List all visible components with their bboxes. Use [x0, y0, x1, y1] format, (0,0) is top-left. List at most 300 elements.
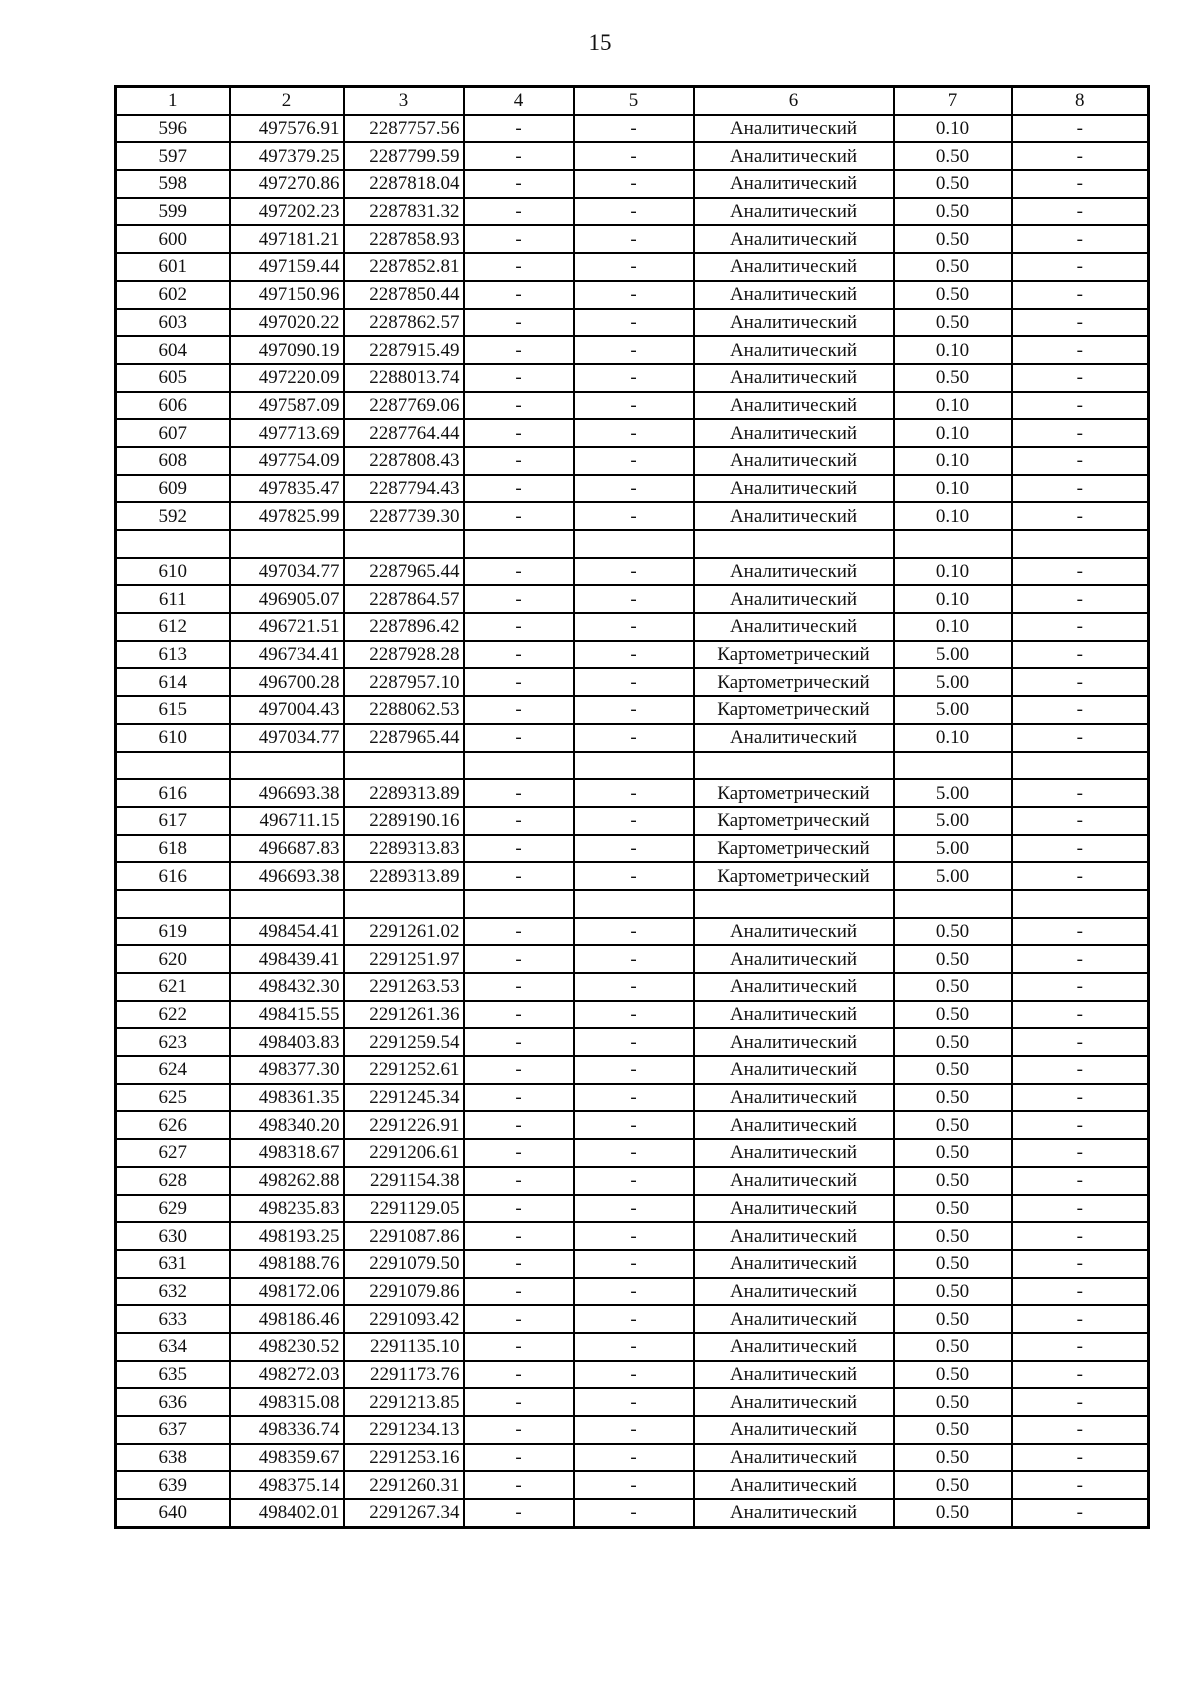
col-8-cell — [1012, 890, 1149, 918]
method-cell: Аналитический — [694, 309, 894, 337]
col-4-cell: - — [464, 364, 574, 392]
method-cell — [694, 530, 894, 558]
col-8-cell: - — [1012, 281, 1149, 309]
col-4-cell: - — [464, 1305, 574, 1333]
col-8-cell: - — [1012, 1250, 1149, 1278]
col-4-cell: - — [464, 419, 574, 447]
x-coordinate-cell: 497034.77 — [230, 724, 344, 752]
y-coordinate-cell: 2287808.43 — [344, 447, 464, 475]
col-4-cell: - — [464, 1250, 574, 1278]
method-cell: Аналитический — [694, 225, 894, 253]
col-5-cell: - — [574, 1222, 694, 1250]
col-4-cell: - — [464, 1388, 574, 1416]
accuracy-cell: 0.50 — [894, 364, 1012, 392]
accuracy-cell: 0.50 — [894, 1028, 1012, 1056]
col-8-cell: - — [1012, 1444, 1149, 1472]
table-row — [116, 225, 1149, 253]
point-number-cell: 613 — [116, 641, 230, 669]
point-number-cell: 596 — [116, 115, 230, 143]
point-number-cell: 626 — [116, 1111, 230, 1139]
accuracy-cell: 0.50 — [894, 1195, 1012, 1223]
accuracy-cell: 0.50 — [894, 1250, 1012, 1278]
col-5-cell: - — [574, 918, 694, 946]
accuracy-cell: 5.00 — [894, 696, 1012, 724]
col-8-cell: - — [1012, 170, 1149, 198]
x-coordinate-cell: 498230.52 — [230, 1333, 344, 1361]
method-cell: Картометрический — [694, 668, 894, 696]
col-8-cell: - — [1012, 1001, 1149, 1029]
accuracy-cell — [894, 890, 1012, 918]
col-5-cell: - — [574, 585, 694, 613]
x-coordinate-cell: 496700.28 — [230, 668, 344, 696]
accuracy-cell: 0.50 — [894, 1111, 1012, 1139]
method-cell: Аналитический — [694, 336, 894, 364]
point-number-cell: 638 — [116, 1444, 230, 1472]
col-8-cell: - — [1012, 945, 1149, 973]
table-row — [116, 1471, 1149, 1499]
point-number-cell: 603 — [116, 309, 230, 337]
accuracy-cell: 0.50 — [894, 1333, 1012, 1361]
col-5-cell: - — [574, 973, 694, 1001]
col-8-cell: - — [1012, 253, 1149, 281]
y-coordinate-cell — [344, 752, 464, 780]
col-4-cell: - — [464, 198, 574, 226]
method-cell: Аналитический — [694, 502, 894, 530]
x-coordinate-cell: 498415.55 — [230, 1001, 344, 1029]
method-cell: Аналитический — [694, 1333, 894, 1361]
method-cell: Аналитический — [694, 115, 894, 143]
x-coordinate-cell: 498403.83 — [230, 1028, 344, 1056]
col-5-cell: - — [574, 281, 694, 309]
y-coordinate-cell: 2289313.83 — [344, 835, 464, 863]
col-8-cell: - — [1012, 613, 1149, 641]
page-number: 15 — [588, 30, 612, 55]
col-8-cell: - — [1012, 364, 1149, 392]
y-coordinate-cell: 2291173.76 — [344, 1361, 464, 1389]
point-number-cell — [116, 530, 230, 558]
col-5-cell: - — [574, 1471, 694, 1499]
point-number-cell: 627 — [116, 1139, 230, 1167]
table-row — [116, 696, 1149, 724]
method-cell: Аналитический — [694, 1250, 894, 1278]
point-number-cell: 609 — [116, 475, 230, 503]
y-coordinate-cell: 2291267.34 — [344, 1499, 464, 1527]
col-4-cell: - — [464, 945, 574, 973]
y-coordinate-cell: 2287739.30 — [344, 502, 464, 530]
x-coordinate-cell: 497150.96 — [230, 281, 344, 309]
y-coordinate-cell: 2287915.49 — [344, 336, 464, 364]
col-8-cell: - — [1012, 1056, 1149, 1084]
col-4-cell: - — [464, 1361, 574, 1389]
point-number-cell: 604 — [116, 336, 230, 364]
col-8-cell: - — [1012, 1416, 1149, 1444]
x-coordinate-cell: 497004.43 — [230, 696, 344, 724]
point-number-cell: 615 — [116, 696, 230, 724]
accuracy-cell: 0.10 — [894, 419, 1012, 447]
col-4-cell: - — [464, 1333, 574, 1361]
column-header-2: 2 — [230, 87, 344, 115]
point-number-cell: 616 — [116, 779, 230, 807]
col-4-cell: - — [464, 142, 574, 170]
accuracy-cell: 0.10 — [894, 502, 1012, 530]
accuracy-cell: 0.10 — [894, 447, 1012, 475]
col-5-cell: - — [574, 253, 694, 281]
col-4-cell: - — [464, 115, 574, 143]
table-row — [116, 392, 1149, 420]
x-coordinate-cell: 498186.46 — [230, 1305, 344, 1333]
y-coordinate-cell: 2291079.50 — [344, 1250, 464, 1278]
col-4-cell: - — [464, 1222, 574, 1250]
method-cell: Аналитический — [694, 558, 894, 586]
col-8-cell: - — [1012, 392, 1149, 420]
method-cell: Аналитический — [694, 1278, 894, 1306]
method-cell: Аналитический — [694, 973, 894, 1001]
accuracy-cell: 0.50 — [894, 253, 1012, 281]
col-4-cell: - — [464, 1195, 574, 1223]
x-coordinate-cell: 497034.77 — [230, 558, 344, 586]
method-cell: Аналитический — [694, 918, 894, 946]
col-4-cell: - — [464, 170, 574, 198]
table-row — [116, 1139, 1149, 1167]
col-5-cell: - — [574, 1305, 694, 1333]
col-4-cell: - — [464, 973, 574, 1001]
x-coordinate-cell: 496905.07 — [230, 585, 344, 613]
col-8-cell: - — [1012, 1499, 1149, 1527]
table-row — [116, 1499, 1149, 1527]
col-8-cell: - — [1012, 1139, 1149, 1167]
accuracy-cell: 0.10 — [894, 336, 1012, 364]
col-4-cell: - — [464, 475, 574, 503]
y-coordinate-cell: 2291079.86 — [344, 1278, 464, 1306]
method-cell — [694, 890, 894, 918]
table-row — [116, 281, 1149, 309]
col-5-cell — [574, 530, 694, 558]
col-8-cell: - — [1012, 336, 1149, 364]
coordinates-table — [114, 85, 1150, 1529]
accuracy-cell: 0.50 — [894, 1444, 1012, 1472]
y-coordinate-cell: 2287764.44 — [344, 419, 464, 447]
accuracy-cell: 0.50 — [894, 945, 1012, 973]
x-coordinate-cell: 497270.86 — [230, 170, 344, 198]
col-8-cell: - — [1012, 641, 1149, 669]
x-coordinate-cell: 498262.88 — [230, 1167, 344, 1195]
table-row — [116, 862, 1149, 890]
col-8-cell: - — [1012, 1167, 1149, 1195]
column-header-7: 7 — [894, 87, 1012, 115]
col-5-cell: - — [574, 1084, 694, 1112]
method-cell: Аналитический — [694, 945, 894, 973]
y-coordinate-cell: 2289190.16 — [344, 807, 464, 835]
col-8-cell: - — [1012, 419, 1149, 447]
point-number-cell: 600 — [116, 225, 230, 253]
point-number-cell: 614 — [116, 668, 230, 696]
point-number-cell: 610 — [116, 558, 230, 586]
col-8-cell: - — [1012, 1305, 1149, 1333]
point-number-cell: 624 — [116, 1056, 230, 1084]
col-4-cell: - — [464, 1139, 574, 1167]
col-5-cell: - — [574, 115, 694, 143]
table-row — [116, 1361, 1149, 1389]
point-number-cell: 637 — [116, 1416, 230, 1444]
table-row — [116, 1056, 1149, 1084]
point-number-cell: 629 — [116, 1195, 230, 1223]
table-row — [116, 336, 1149, 364]
col-4-cell: - — [464, 225, 574, 253]
x-coordinate-cell: 498454.41 — [230, 918, 344, 946]
accuracy-cell: 0.10 — [894, 475, 1012, 503]
col-5-cell: - — [574, 364, 694, 392]
col-4-cell: - — [464, 918, 574, 946]
y-coordinate-cell — [344, 890, 464, 918]
col-5-cell — [574, 752, 694, 780]
table-row — [116, 1111, 1149, 1139]
col-8-cell: - — [1012, 558, 1149, 586]
x-coordinate-cell: 497202.23 — [230, 198, 344, 226]
col-4-cell: - — [464, 1499, 574, 1527]
col-5-cell: - — [574, 945, 694, 973]
accuracy-cell: 5.00 — [894, 862, 1012, 890]
table-row — [116, 752, 1149, 780]
point-number-cell: 619 — [116, 918, 230, 946]
col-8-cell: - — [1012, 1333, 1149, 1361]
y-coordinate-cell: 2287794.43 — [344, 475, 464, 503]
y-coordinate-cell: 2291253.16 — [344, 1444, 464, 1472]
y-coordinate-cell: 2287831.32 — [344, 198, 464, 226]
col-4-cell: - — [464, 613, 574, 641]
y-coordinate-cell: 2291261.02 — [344, 918, 464, 946]
accuracy-cell: 0.50 — [894, 1388, 1012, 1416]
accuracy-cell: 0.10 — [894, 392, 1012, 420]
accuracy-cell: 5.00 — [894, 668, 1012, 696]
table-row — [116, 1388, 1149, 1416]
col-8-cell: - — [1012, 973, 1149, 1001]
x-coordinate-cell: 498375.14 — [230, 1471, 344, 1499]
point-number-cell: 606 — [116, 392, 230, 420]
x-coordinate-cell: 496687.83 — [230, 835, 344, 863]
accuracy-cell: 0.50 — [894, 1416, 1012, 1444]
y-coordinate-cell: 2291260.31 — [344, 1471, 464, 1499]
y-coordinate-cell: 2291263.53 — [344, 973, 464, 1001]
y-coordinate-cell: 2291261.36 — [344, 1001, 464, 1029]
table-row — [116, 1250, 1149, 1278]
table-row — [116, 530, 1149, 558]
method-cell: Аналитический — [694, 253, 894, 281]
col-4-cell: - — [464, 1444, 574, 1472]
x-coordinate-cell: 498188.76 — [230, 1250, 344, 1278]
col-5-cell: - — [574, 392, 694, 420]
accuracy-cell: 0.10 — [894, 585, 1012, 613]
column-header-1: 1 — [116, 87, 230, 115]
y-coordinate-cell: 2287858.93 — [344, 225, 464, 253]
col-8-cell — [1012, 752, 1149, 780]
point-number-cell — [116, 752, 230, 780]
y-coordinate-cell: 2291129.05 — [344, 1195, 464, 1223]
y-coordinate-cell: 2287850.44 — [344, 281, 464, 309]
col-5-cell: - — [574, 1250, 694, 1278]
col-8-cell: - — [1012, 142, 1149, 170]
method-cell: Аналитический — [694, 1028, 894, 1056]
point-number-cell: 633 — [116, 1305, 230, 1333]
point-number-cell: 611 — [116, 585, 230, 613]
col-5-cell — [574, 890, 694, 918]
point-number-cell: 623 — [116, 1028, 230, 1056]
point-number-cell: 605 — [116, 364, 230, 392]
column-header-5: 5 — [574, 87, 694, 115]
x-coordinate-cell: 496711.15 — [230, 807, 344, 835]
table-row — [116, 253, 1149, 281]
table-row — [116, 779, 1149, 807]
col-4-cell: - — [464, 558, 574, 586]
col-5-cell: - — [574, 1167, 694, 1195]
accuracy-cell: 0.50 — [894, 1084, 1012, 1112]
x-coordinate-cell: 497379.25 — [230, 142, 344, 170]
accuracy-cell — [894, 530, 1012, 558]
accuracy-cell: 5.00 — [894, 835, 1012, 863]
method-cell: Аналитический — [694, 1001, 894, 1029]
y-coordinate-cell: 2287818.04 — [344, 170, 464, 198]
x-coordinate-cell: 497576.91 — [230, 115, 344, 143]
col-8-cell: - — [1012, 1388, 1149, 1416]
y-coordinate-cell: 2289313.89 — [344, 862, 464, 890]
col-5-cell: - — [574, 1001, 694, 1029]
method-cell: Картометрический — [694, 807, 894, 835]
col-8-cell: - — [1012, 696, 1149, 724]
table-row — [116, 419, 1149, 447]
table-row — [116, 585, 1149, 613]
y-coordinate-cell: 2291259.54 — [344, 1028, 464, 1056]
accuracy-cell: 0.50 — [894, 309, 1012, 337]
y-coordinate-cell: 2291135.10 — [344, 1333, 464, 1361]
method-cell: Аналитический — [694, 1111, 894, 1139]
col-8-cell: - — [1012, 779, 1149, 807]
x-coordinate-cell: 498359.67 — [230, 1444, 344, 1472]
point-number-cell: 592 — [116, 502, 230, 530]
x-coordinate-cell: 498377.30 — [230, 1056, 344, 1084]
method-cell: Аналитический — [694, 447, 894, 475]
method-cell: Картометрический — [694, 862, 894, 890]
method-cell: Аналитический — [694, 198, 894, 226]
table-row — [116, 1305, 1149, 1333]
point-number-cell: 597 — [116, 142, 230, 170]
point-number-cell: 639 — [116, 1471, 230, 1499]
table-row — [116, 198, 1149, 226]
table-row — [116, 1167, 1149, 1195]
table-header-row — [116, 87, 1149, 115]
table-row — [116, 475, 1149, 503]
col-8-cell: - — [1012, 1361, 1149, 1389]
col-8-cell: - — [1012, 835, 1149, 863]
x-coordinate-cell: 498336.74 — [230, 1416, 344, 1444]
accuracy-cell: 0.50 — [894, 1361, 1012, 1389]
col-5-cell: - — [574, 336, 694, 364]
col-5-cell: - — [574, 502, 694, 530]
accuracy-cell: 0.50 — [894, 1056, 1012, 1084]
method-cell: Аналитический — [694, 392, 894, 420]
col-5-cell: - — [574, 170, 694, 198]
y-coordinate-cell: 2287769.06 — [344, 392, 464, 420]
col-8-cell: - — [1012, 1278, 1149, 1306]
x-coordinate-cell — [230, 530, 344, 558]
x-coordinate-cell: 498235.83 — [230, 1195, 344, 1223]
col-4-cell: - — [464, 1001, 574, 1029]
x-coordinate-cell: 497825.99 — [230, 502, 344, 530]
table-row — [116, 447, 1149, 475]
column-header-8: 8 — [1012, 87, 1149, 115]
point-number-cell: 618 — [116, 835, 230, 863]
accuracy-cell: 0.50 — [894, 973, 1012, 1001]
col-4-cell: - — [464, 281, 574, 309]
col-8-cell — [1012, 530, 1149, 558]
col-5-cell: - — [574, 1388, 694, 1416]
col-5-cell: - — [574, 1028, 694, 1056]
point-number-cell: 628 — [116, 1167, 230, 1195]
col-8-cell: - — [1012, 309, 1149, 337]
method-cell: Аналитический — [694, 281, 894, 309]
y-coordinate-cell: 2287852.81 — [344, 253, 464, 281]
accuracy-cell: 0.10 — [894, 558, 1012, 586]
col-4-cell: - — [464, 336, 574, 364]
point-number-cell: 610 — [116, 724, 230, 752]
y-coordinate-cell: 2287965.44 — [344, 724, 464, 752]
point-number-cell: 620 — [116, 945, 230, 973]
table-row — [116, 835, 1149, 863]
col-4-cell: - — [464, 1167, 574, 1195]
col-8-cell: - — [1012, 115, 1149, 143]
col-4-cell: - — [464, 668, 574, 696]
y-coordinate-cell: 2287957.10 — [344, 668, 464, 696]
point-number-cell: 621 — [116, 973, 230, 1001]
table-row — [116, 142, 1149, 170]
point-number-cell: 612 — [116, 613, 230, 641]
col-5-cell: - — [574, 1111, 694, 1139]
method-cell: Аналитический — [694, 1471, 894, 1499]
method-cell: Аналитический — [694, 1499, 894, 1527]
point-number-cell: 631 — [116, 1250, 230, 1278]
accuracy-cell: 0.50 — [894, 918, 1012, 946]
point-number-cell: 607 — [116, 419, 230, 447]
x-coordinate-cell: 498439.41 — [230, 945, 344, 973]
accuracy-cell: 5.00 — [894, 807, 1012, 835]
col-5-cell: - — [574, 1333, 694, 1361]
col-5-cell: - — [574, 862, 694, 890]
method-cell: Аналитический — [694, 170, 894, 198]
accuracy-cell: 0.50 — [894, 1499, 1012, 1527]
col-4-cell: - — [464, 309, 574, 337]
x-coordinate-cell: 498318.67 — [230, 1139, 344, 1167]
x-coordinate-cell: 498340.20 — [230, 1111, 344, 1139]
y-coordinate-cell: 2291234.13 — [344, 1416, 464, 1444]
col-4-cell: - — [464, 1278, 574, 1306]
col-4-cell: - — [464, 585, 574, 613]
col-8-cell: - — [1012, 475, 1149, 503]
table-row — [116, 1195, 1149, 1223]
col-5-cell: - — [574, 724, 694, 752]
column-header-4: 4 — [464, 87, 574, 115]
y-coordinate-cell: 2287896.42 — [344, 613, 464, 641]
y-coordinate-cell: 2287757.56 — [344, 115, 464, 143]
y-coordinate-cell: 2287928.28 — [344, 641, 464, 669]
method-cell: Аналитический — [694, 419, 894, 447]
col-8-cell: - — [1012, 585, 1149, 613]
method-cell: Аналитический — [694, 1139, 894, 1167]
accuracy-cell: 0.50 — [894, 1278, 1012, 1306]
col-5-cell: - — [574, 447, 694, 475]
col-5-cell: - — [574, 807, 694, 835]
table-row — [116, 364, 1149, 392]
x-coordinate-cell: 497090.19 — [230, 336, 344, 364]
col-8-cell: - — [1012, 198, 1149, 226]
y-coordinate-cell: 2291252.61 — [344, 1056, 464, 1084]
